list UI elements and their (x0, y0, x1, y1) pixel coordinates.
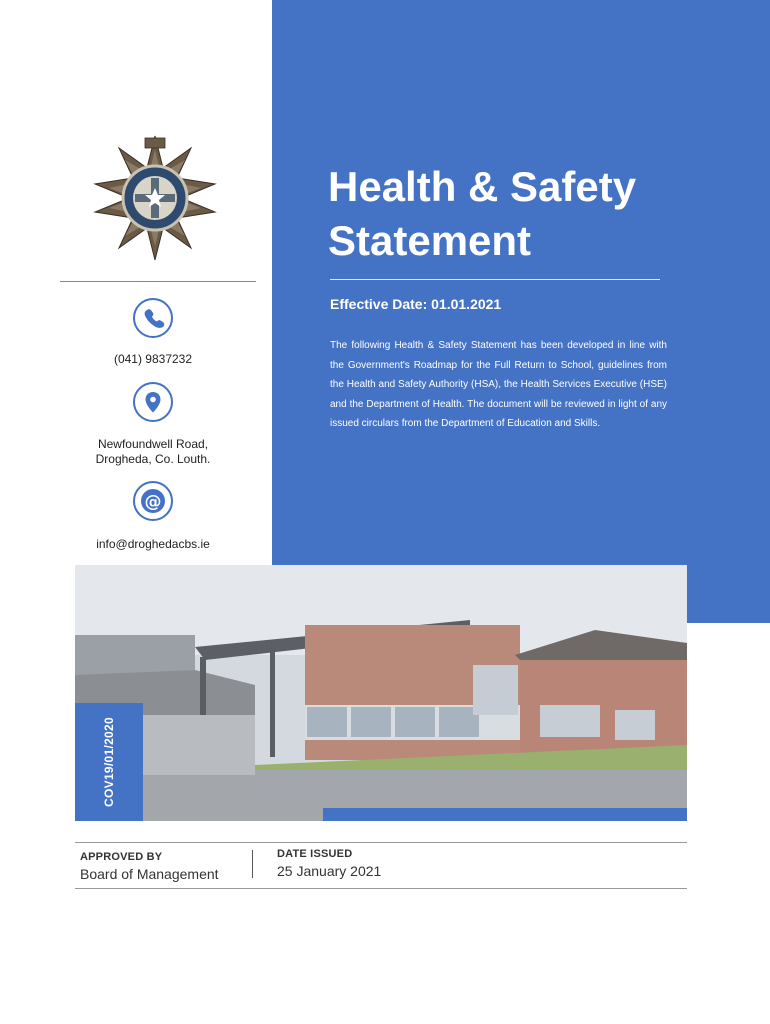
email-address[interactable]: info@droghedacbs.ie (96, 537, 210, 551)
footer-top-rule (75, 842, 687, 843)
at-sign-icon (133, 481, 173, 521)
address (60, 437, 246, 467)
phone-icon (133, 298, 173, 338)
address-line-1: Newfoundwell Road, (97, 437, 209, 451)
address-line-2: Drogheda, Co. Louth. (95, 452, 211, 466)
footer-column-divider (252, 850, 253, 878)
svg-text:@: @ (144, 492, 162, 512)
title-line-1: Health & Safety (328, 163, 637, 210)
date-issued-value: 25 January 2021 (277, 863, 382, 879)
school-building-photo (75, 565, 687, 821)
document-title (328, 160, 728, 268)
school-crest-logo (82, 128, 228, 264)
approved-by-label: APPROVED BY (80, 851, 163, 863)
location-pin-icon (133, 382, 173, 422)
statement-text: The following Health & Safety Statement has been developed in line with the Government's Roadmap for the Full Return to School, guidelines from the Health and Safety Authority (HSA), the Health Services Executive (HSE) and the Department of Health. The document will be reviewed in light of any issued circulars from the Department of Education and Skills. (330, 340, 667, 430)
title-divider (330, 279, 660, 280)
footer-bottom-rule (75, 888, 687, 889)
approved-by-value: Board of Management (80, 866, 219, 882)
reference-code: COV19/01/2020 (102, 717, 116, 807)
effective-date: Effective Date: 01.01.2021 (330, 296, 502, 312)
photo-accent-bar (323, 808, 687, 821)
phone-number: (041) 9837232 (113, 352, 193, 366)
title-line-2: Statement (328, 217, 532, 264)
date-issued-label: DATE ISSUED (277, 848, 353, 860)
left-column-divider (60, 281, 256, 282)
